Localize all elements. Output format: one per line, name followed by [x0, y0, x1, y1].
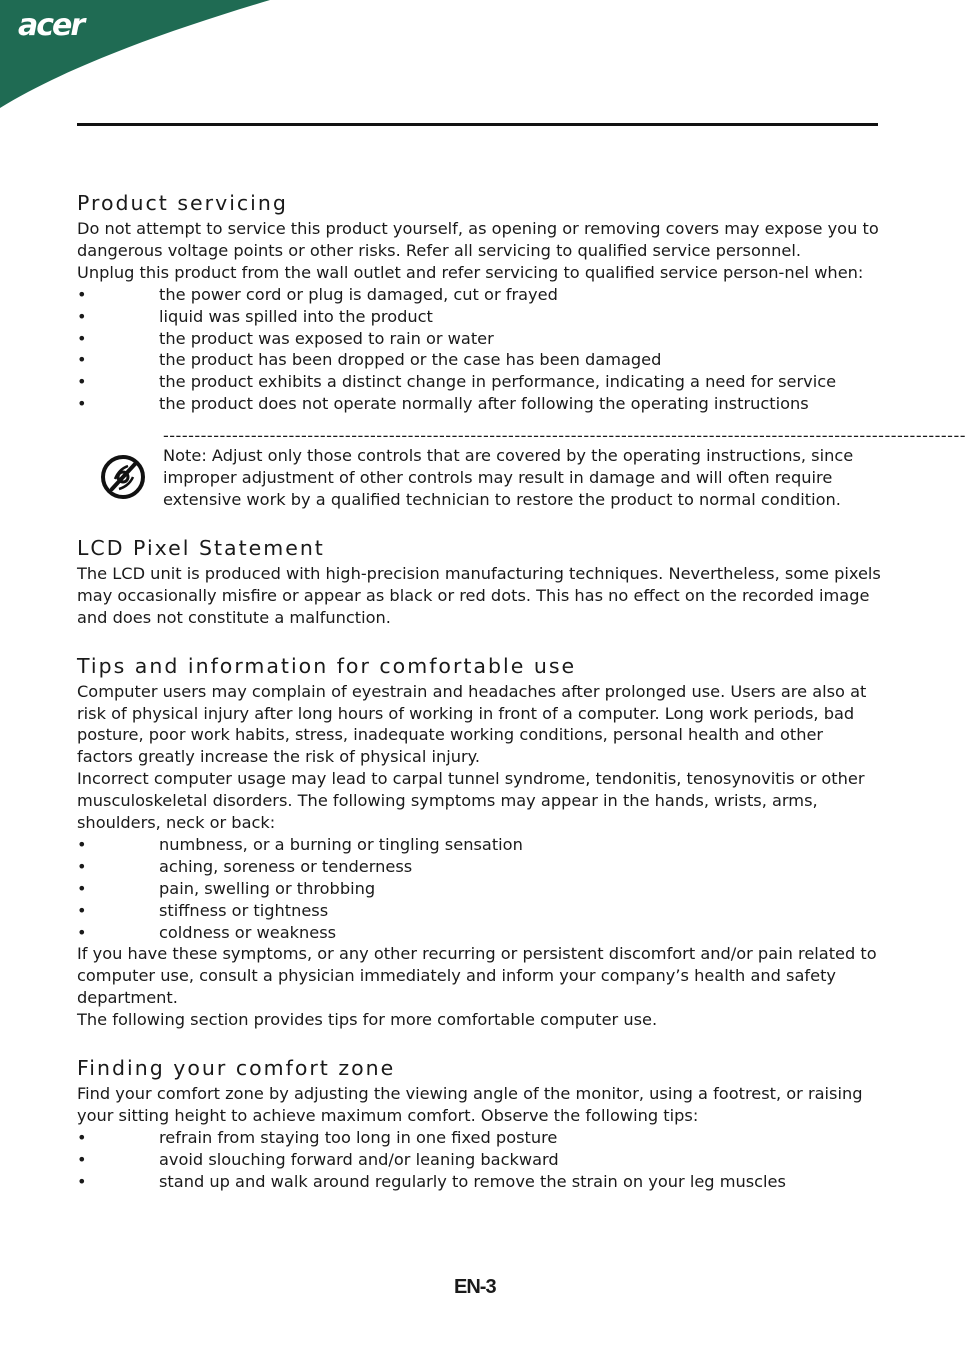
list-item: • stand up and walk around regularly to remove the strain on your leg muscles [77, 1171, 786, 1191]
list-item: • refrain from staying too long in one fixed posture [77, 1127, 558, 1147]
tips-paragraph-4: The following section provides tips for more comfortable computer use. [77, 1010, 658, 1030]
page-number: EN-3 [454, 1276, 496, 1298]
list-item: • numbness, or a burning or tingling sensation [77, 834, 523, 854]
list-item: • the power cord or plug is damaged, cut or frayed [77, 284, 558, 304]
list-item: • coldness or weakness [77, 922, 337, 942]
servicing-paragraph-2: Unplug this product from the wall outlet and refer servicing to qualified service person-nel when: [77, 262, 864, 282]
list-item: • the product was exposed to rain or water [77, 328, 494, 348]
list-item: • aching, soreness or tenderness [77, 856, 413, 876]
list-item: • the product exhibits a distinct change in performance, indicating a need for service [77, 372, 837, 392]
list-item: • the product has been dropped or the case has been damaged [77, 350, 662, 370]
section-title-servicing: Product servicing [77, 191, 288, 215]
symptoms-bullet-list [77, 834, 882, 944]
list-item: • liquid was spilled into the product [77, 306, 433, 326]
comfort-paragraph: Find your comfort zone by adjusting the viewing angle of the monitor, using a footrest, or raising your sitting height to achieve maximum comfort. Observe the following tips: [77, 1084, 863, 1125]
section-title-comfort: Finding your comfort zone [77, 1056, 396, 1081]
note-box [77, 426, 966, 511]
tips-paragraph-1: Computer users may complain of eyestrain and headaches after prolonged use. Users are also at risk of physical injury after long hours of working in front of a computer. Long work periods, bad posture, poor work habits, stress, inadequate working conditions, personal health and other factors greatly increase the risk of physical injury. [77, 681, 867, 767]
list-item: • avoid slouching forward and/or leaning backward [77, 1149, 559, 1169]
note-disc-icon [99, 453, 147, 501]
tips-paragraph-2: Incorrect computer usage may lead to carpal tunnel syndrome, tendonitis, tenosynovitis or other musculoskeletal disorders. The following symptoms may appear in the hands, wrists, arms, shoulders, neck or back: [77, 769, 865, 833]
section-title-lcd: LCD Pixel Statement [77, 535, 325, 560]
page-content [77, 188, 966, 1193]
comfort-bullet-list [77, 1127, 882, 1193]
list-item: • stiffness or tightness [77, 900, 329, 920]
list-item: • pain, swelling or throbbing [77, 878, 376, 898]
note-separator: -------------------------------------------------------------------------------------------------------------------------------- [163, 426, 966, 446]
section-title-tips: Tips and information for comfortable use [77, 653, 577, 678]
servicing-paragraph-1: Do not attempt to service this product yourself, as opening or removing covers may expose you to dangerous voltage points or other risks. Refer all servicing to qualified service personnel. [77, 219, 879, 260]
servicing-bullet-list [77, 284, 882, 415]
header-rule [77, 123, 878, 126]
acer-logo: acer [18, 8, 84, 43]
lcd-paragraph: The LCD unit is produced with high-precision manufacturing techniques. Nevertheless, some pixels may occasionally misfire or appear as black or red dots. This has no effect on the recorded image and does not constitute a malfunction. [77, 563, 881, 627]
tips-paragraph-3: If you have these symptoms, or any other recurring or persistent discomfort and/or pain related to computer use, consult a physician immediately and inform your company’s health and safety department. [77, 944, 877, 1008]
note-text: Note: Adjust only those controls that are covered by the operating instructions, since improper adjustment of other controls may result in damage and will often require extensive work by a qualified technician to restore the product to normal condition. [163, 446, 854, 509]
list-item: • the product does not operate normally after following the operating instructions [77, 394, 809, 414]
